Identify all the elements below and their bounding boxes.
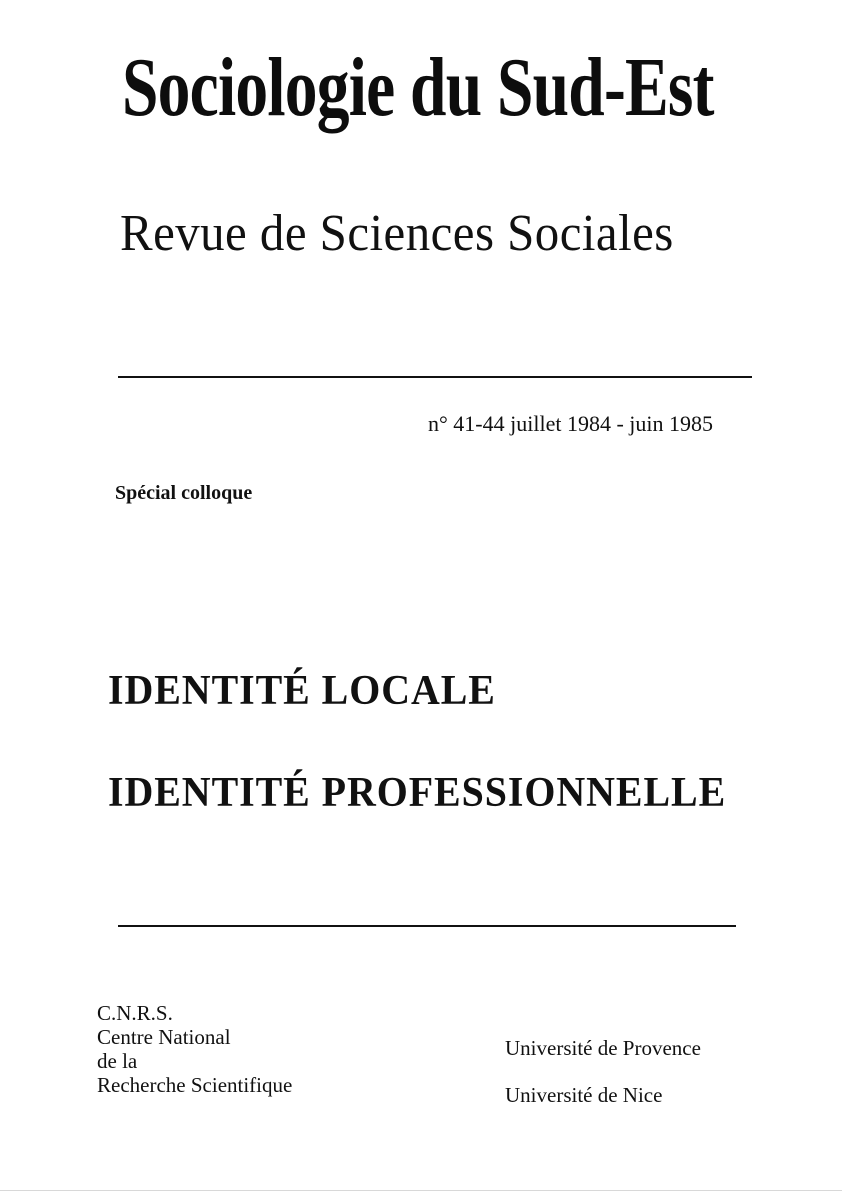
university-nice: Université de Nice (505, 1083, 663, 1107)
top-divider (118, 376, 752, 378)
theme-title-professional: IDENTITÉ PROFESSIONNELLE (108, 770, 727, 816)
university-provence: Université de Provence (505, 1036, 701, 1060)
journal-subtitle: Revue de Sciences Sociales (120, 205, 674, 262)
cnrs-publisher-block (97, 1001, 292, 1097)
cnrs-name-line-2: de la (97, 1049, 138, 1073)
page-bottom-edge (0, 1190, 842, 1191)
journal-title: Sociologie du Sud-Est (122, 41, 714, 134)
issue-info: n° 41-44 juillet 1984 - juin 1985 (428, 411, 714, 436)
theme-title-local: IDENTITÉ LOCALE (108, 668, 496, 714)
cnrs-acronym: C.N.R.S. (97, 1001, 173, 1025)
bottom-divider (118, 925, 736, 927)
special-issue-label: Spécial colloque (115, 482, 253, 504)
cnrs-name-line-1: Centre National (97, 1025, 231, 1049)
cnrs-name-line-3: Recherche Scientifique (97, 1073, 293, 1097)
